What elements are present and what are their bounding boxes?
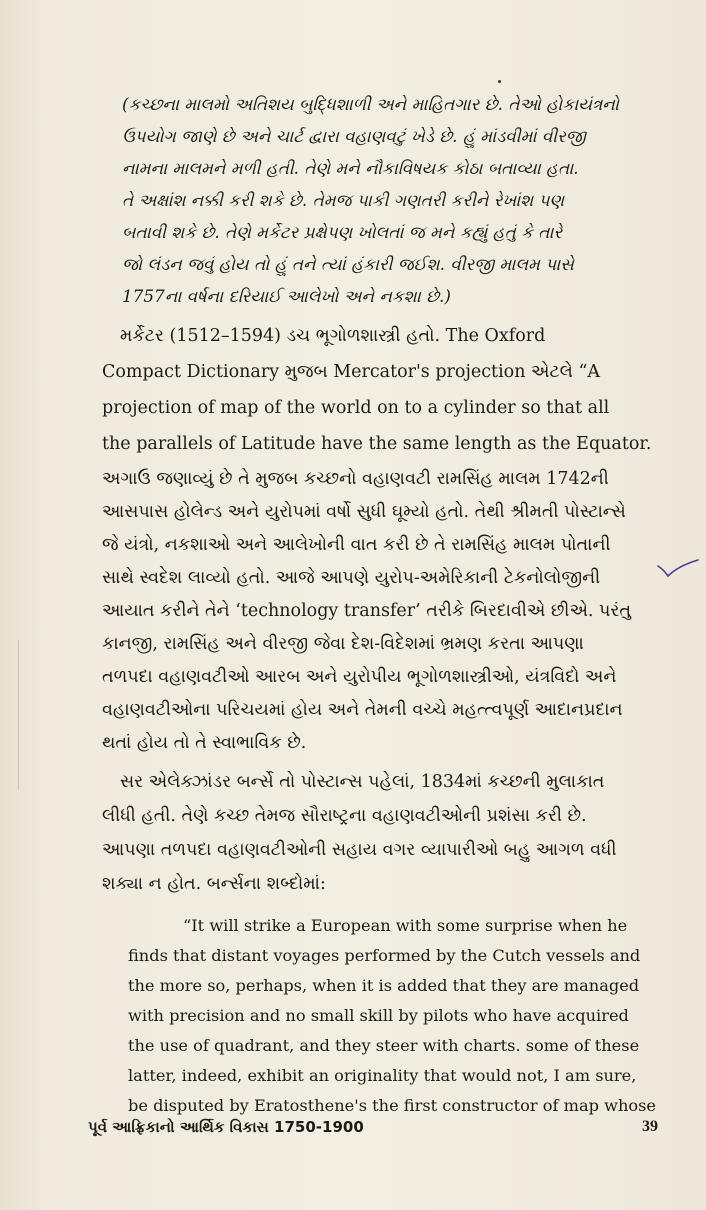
- quote-line: be disputed by Eratosthene's the first constructor of map whose: [128, 1096, 657, 1115]
- paragraph-line: projection of map of the world on to a cylinder so that all: [102, 398, 610, 418]
- pen-checkmark-icon: [656, 556, 700, 580]
- intro-line: 1757ના વર્ષના દરિયાઈ આલેખો અને નકશા છે.): [122, 286, 451, 306]
- paragraph-line: શક્યા ન હોત. બર્ન્સના શબ્દોમાં:: [102, 874, 326, 894]
- paragraph-line: વહાણવટીઓના પરિચયમાં હોય અને તેમની વચ્ચે મહત્ત્વપૂર્ણ આદાનપ્રદાન: [102, 700, 623, 720]
- paragraph-line: લીધી હતી. તેણે કચ્છ તેમજ સૌરાષ્ટ્રના વહાણવટીઓની પ્રશંસા કરી છે.: [102, 806, 587, 826]
- quote-line: the more so, perhaps, when it is added that they are managed: [128, 976, 640, 995]
- intro-line: (કચ્છના માલમો અતિશય બુદ્ધિશાળી અને માહિતગાર છે. તેઓ હોકાયંત્રનો: [122, 94, 619, 114]
- paragraph-line: સાથે સ્વદેશ લાવ્યો હતો. આજે આપણે યુરોપ-અમેરિકાની ટેકનોલોજીની: [102, 568, 601, 588]
- page-number: 39: [642, 1118, 658, 1135]
- intro-line: બતાવી શકે છે. તેણે મર્કેટર પ્રક્ષેપણ ખોલતાં જ મને કહ્યું હતું કે તારે: [122, 222, 563, 242]
- quote-line: finds that distant voyages performed by the Cutch vessels and: [128, 946, 641, 965]
- paragraph-line: જે યંત્રો, નકશાઓ અને આલેખોની વાત કરી છે તે રામસિંહ માલમ પોતાની: [102, 535, 611, 555]
- paragraph-line: the parallels of Latitude have the same length as the Equator.: [102, 434, 652, 454]
- paragraph-line: થતાં હોય તો તે સ્વાભાવિક છે.: [102, 733, 307, 753]
- paragraph-line: મર્કેટર (1512–1594) ડચ ભૂગોળશાસ્ત્રી હતો. The Oxford: [120, 326, 546, 346]
- quote-line: with precision and no small skill by pilots who have acquired: [128, 1006, 629, 1025]
- paragraph-line: સર એલેક્ઝાંડર બર્ન્સે તો પોસ્ટાન્સ પહેલાં, 1834માં કચ્છની મુલાકાત: [120, 772, 605, 792]
- paragraph-line: અગાઉ જણાવ્યું છે તે મુજબ કચ્છનો વહાણવટી રામસિંહ માલમ 1742ની: [102, 469, 609, 489]
- intro-line: જો લંડન જવું હોય તો હું તને ત્યાં હંકારી જઈશ. વીરજી માલમ પાસે: [122, 254, 574, 274]
- intro-line: તે અક્ષાંશ નક્કી કરી શકે છે. તેમજ પાકી ગણતરી કરીને રેખાંશ પણ: [122, 190, 565, 210]
- paragraph-line: તળપદા વહાણવટીઓ આરબ અને યુરોપીય ભૂગોળશાસ્ત્રીઓ, યંત્રવિદો અને: [102, 667, 617, 687]
- quote-line: “It will strike a European with some surprise when he: [183, 916, 628, 935]
- paragraph-line: Compact Dictionary મુજબ Mercator's projection એટલે “A: [102, 362, 601, 382]
- quote-line: the use of quadrant, and they steer with charts. some of these: [128, 1036, 640, 1055]
- paragraph-line: આપણા તળપદા વહાણવટીઓની સહાય વગર વ્યાપારીઓ બહુ આગળ વધી: [102, 840, 617, 860]
- quote-line: latter, indeed, exhibit an originality that would not, I am sure,: [128, 1066, 637, 1085]
- paragraph-line: આયાત કરીને તેને ‘technology transfer’ તરીકે બિરદાવીએ છીએ. પરંતુ: [102, 601, 632, 621]
- paragraph-line: કાનજી, રામસિંહ અને વીરજી જેવા દેશ-વિદેશમાં ભ્રમણ કરતા આપણા: [102, 634, 584, 654]
- intro-line: ઉપયોગ જાણે છે અને ચાર્ટ દ્વારા વહાણવટું ખેડે છે. હું માંડવીમાં વીરજી: [122, 126, 586, 146]
- intro-line: નામના માલમને મળી હતી. તેણે મને નૌકાવિષયક કોઠા બતાવ્યા હતા.: [122, 158, 579, 178]
- running-footer-title: પૂર્વ આફ્રિકાનો આર્થિક વિકાસ 1750-1900: [88, 1118, 364, 1136]
- paragraph-line: આસપાસ હોલેન્ડ અને યુરોપમાં વર્ષો સુધી ઘૂમ્યો હતો. તેથી શ્રીમતી પોસ્ટાન્સે: [102, 502, 626, 522]
